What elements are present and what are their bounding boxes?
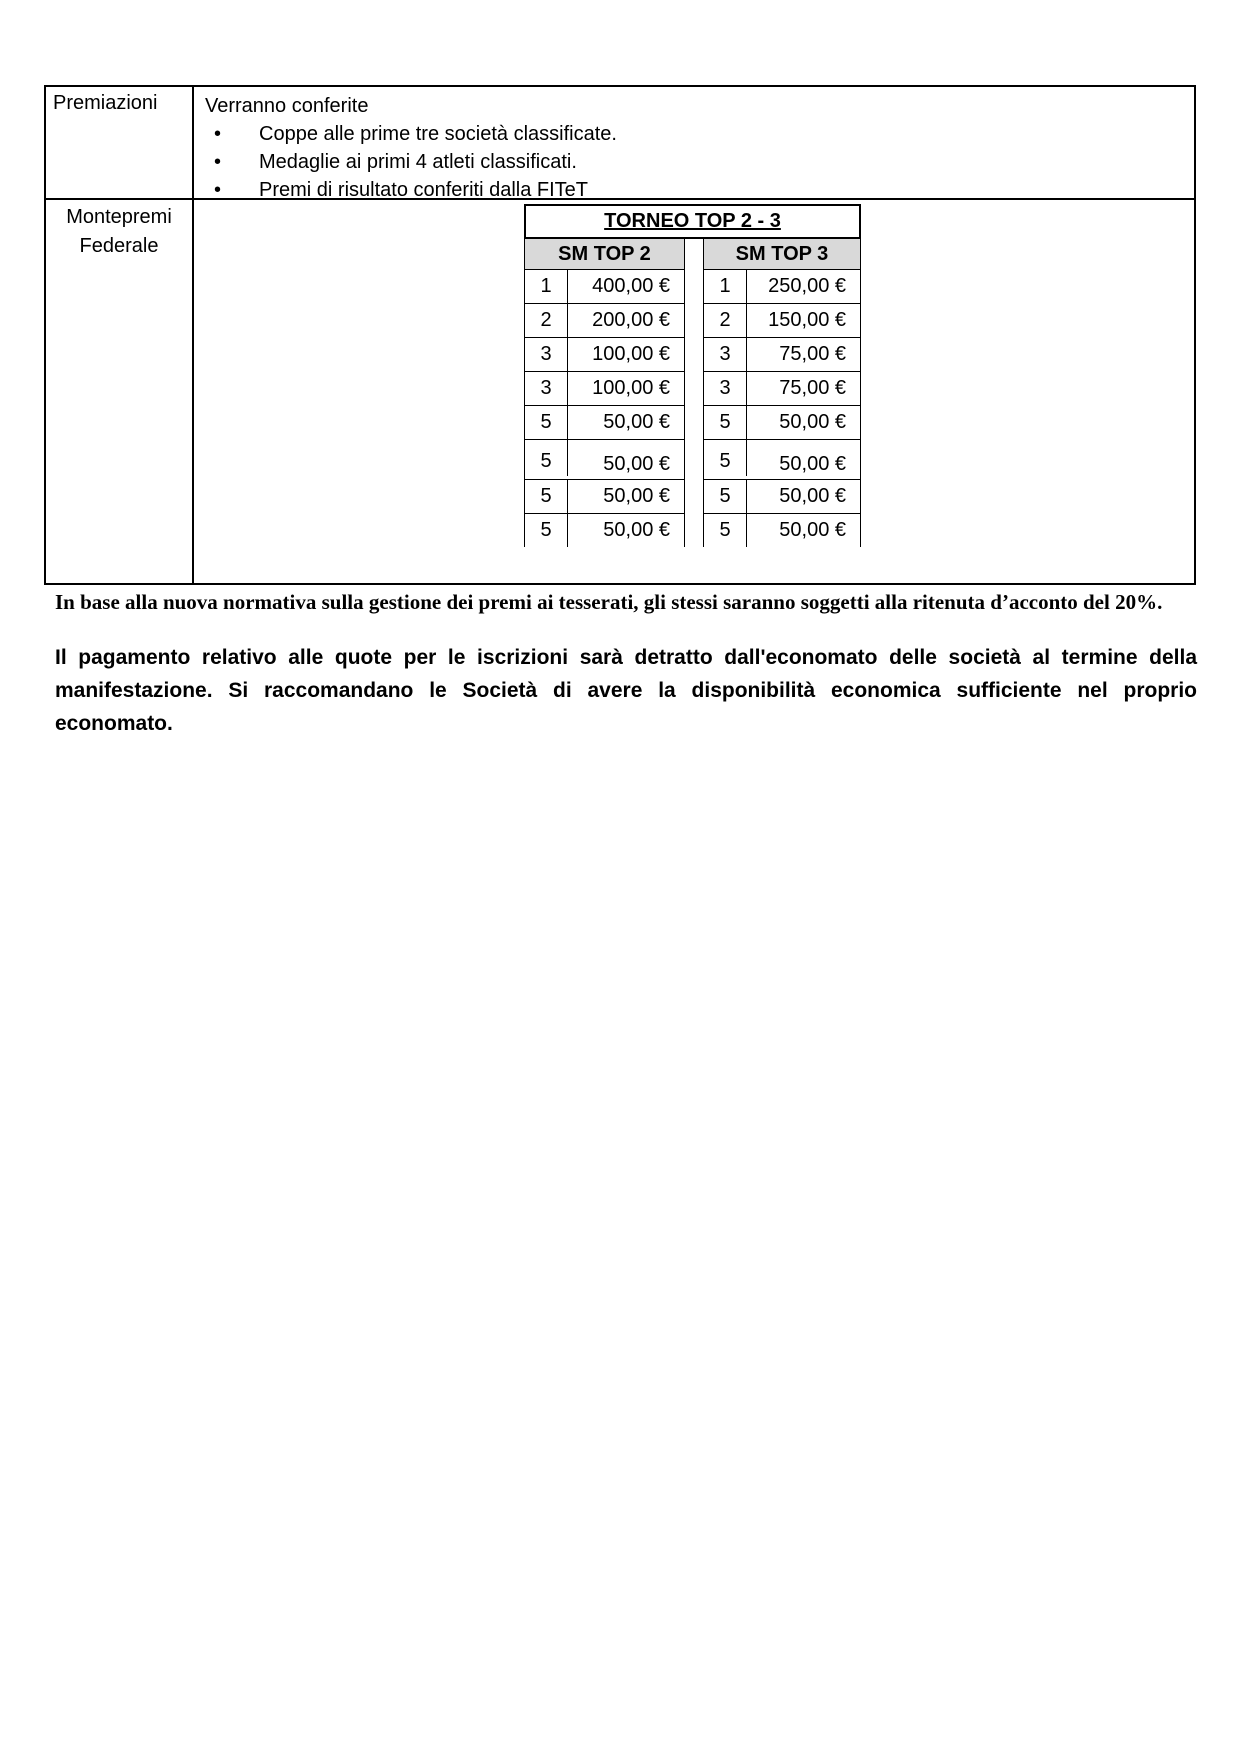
prize-row: [525, 338, 684, 372]
premiazioni-label-cell: [46, 87, 194, 198]
bullet-text: Medaglie ai primi 4 atleti classificati.: [259, 151, 577, 173]
rank-cell: 5: [704, 480, 747, 513]
prize-table-columns: [524, 239, 861, 547]
prize-cell: 50,00 €: [603, 519, 670, 541]
prize-row: [525, 270, 684, 304]
prize-cell: 50,00 €: [779, 485, 846, 507]
rank-cell: 3: [704, 338, 747, 371]
prize-cell: 75,00 €: [779, 377, 846, 399]
bullet-item: [194, 120, 1194, 148]
prize-row: [704, 304, 860, 338]
note-ritenuta: In base alla nuova normativa sulla gestione dei premi ai tesserati, gli stessi saranno soggetti alla ritenuta d’acconto del 20%.: [55, 590, 1163, 614]
rank-cell: 5: [704, 440, 747, 476]
montepremi-label-cell: [46, 200, 194, 583]
prize-row: [525, 440, 684, 480]
bullet-icon: •: [214, 179, 222, 201]
montepremi-content-cell: [194, 200, 1194, 583]
rank-cell: 5: [525, 440, 568, 476]
montepremi-label: [46, 200, 192, 261]
prize-cell: 50,00 €: [779, 411, 846, 433]
sm-top-2-rows: [524, 270, 685, 547]
prize-cell: 150,00 €: [768, 309, 846, 331]
prize-cell: 200,00 €: [592, 309, 670, 331]
sm-top-3-header: SM TOP 3: [703, 239, 861, 270]
prize-cell: 400,00 €: [592, 275, 670, 297]
rank-cell: 5: [525, 514, 568, 547]
prize-row: [704, 440, 860, 480]
prize-cell: 100,00 €: [592, 377, 670, 399]
montepremi-row: [46, 200, 1194, 583]
bullet-icon: •: [214, 123, 222, 145]
rank-cell: 1: [525, 270, 568, 303]
sm-top-3-rows: [703, 270, 861, 547]
bullet-icon: •: [214, 151, 222, 173]
rank-cell: 5: [704, 406, 747, 439]
prize-row: [704, 372, 860, 406]
note-pagamento: Il pagamento relativo alle quote per le iscrizioni sarà detratto dall'economato delle società al termine della manifestazione. Si raccomandano le Società di avere la disponibilità economica sufficiente nel proprio economato.: [55, 646, 1197, 735]
rank-cell: 2: [525, 304, 568, 337]
prize-row: [525, 372, 684, 406]
rank-cell: 1: [704, 270, 747, 303]
rank-cell: 5: [525, 406, 568, 439]
prize-row: [525, 406, 684, 440]
prize-cell: 50,00 €: [779, 453, 846, 475]
prize-cell: 100,00 €: [592, 343, 670, 365]
montepremi-label-line2: Federale: [79, 235, 159, 257]
prize-cell: 50,00 €: [603, 485, 670, 507]
premiazioni-intro: Verranno conferite: [205, 95, 369, 117]
rank-cell: 3: [704, 372, 747, 405]
premiazioni-details: [194, 87, 1194, 204]
rank-cell: 5: [525, 480, 568, 513]
prize-row: [704, 514, 860, 547]
prize-row: [525, 304, 684, 338]
prize-row: [704, 406, 860, 440]
prize-row: [704, 270, 860, 304]
prize-cell: 250,00 €: [768, 275, 846, 297]
bullet-text: Coppe alle prime tre società classificate.: [259, 123, 617, 145]
rank-cell: 5: [704, 514, 747, 547]
prize-table: [524, 204, 861, 547]
prize-cell: 75,00 €: [779, 343, 846, 365]
premiazioni-content-cell: [194, 87, 1194, 201]
montepremi-label-line1: Montepremi: [66, 206, 172, 228]
prize-table-title-text: TORNEO TOP 2 - 3: [604, 210, 781, 232]
bullet-text: Premi di risultato conferiti dalla FITeT: [259, 179, 589, 201]
rank-cell: 3: [525, 372, 568, 405]
prize-row: [525, 480, 684, 514]
prize-cell: 50,00 €: [603, 411, 670, 433]
prize-row: [704, 338, 860, 372]
sm-top-3-table: [703, 239, 861, 547]
bullet-item: [194, 148, 1194, 176]
sm-top-2-table: [524, 239, 685, 547]
sm-top-2-header: SM TOP 2: [524, 239, 685, 270]
prize-row: [525, 514, 684, 547]
regulations-table: [44, 85, 1196, 585]
prize-cell: 50,00 €: [603, 453, 670, 475]
rank-cell: 3: [525, 338, 568, 371]
premiazioni-label: Premiazioni: [53, 92, 158, 114]
prize-cell: 50,00 €: [779, 519, 846, 541]
prize-row: [704, 480, 860, 514]
rank-cell: 2: [704, 304, 747, 337]
prize-table-title: [524, 204, 861, 239]
premiazioni-row: [46, 87, 1194, 200]
